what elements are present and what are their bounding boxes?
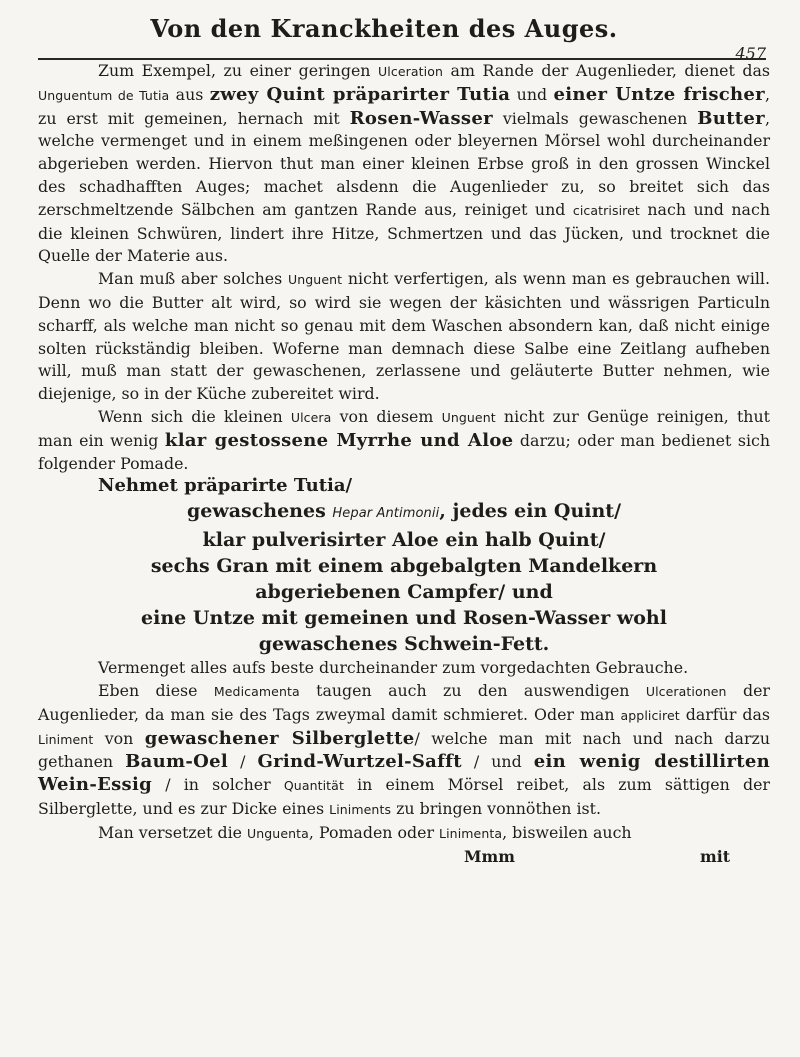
text-run: Eben diese bbox=[98, 680, 214, 700]
text-run: darzu; oder man bedienet sich folgender Pomade. bbox=[38, 430, 771, 473]
latin-term: Quantität bbox=[283, 778, 344, 794]
text-run: und bbox=[510, 84, 554, 104]
latin-term: Ulcera bbox=[290, 409, 332, 425]
text-run: Zum Exempel, zu einer geringen bbox=[98, 61, 379, 80]
paragraph bbox=[38, 60, 770, 268]
text-run: , zu erst mit gemeinen, hernach mit bbox=[38, 84, 770, 128]
text-run: zu bringen vonnöthen ist. bbox=[391, 798, 602, 818]
text-run: von diesem bbox=[331, 406, 442, 426]
body-text bbox=[38, 60, 770, 868]
emphasized-text: Rosen-Wasser bbox=[349, 107, 493, 129]
text-run: sechs Gran mit einem abgebalgten Mandelkern bbox=[150, 555, 658, 578]
text-run: aus bbox=[169, 84, 210, 104]
signature-mark: Mmm bbox=[464, 846, 515, 866]
text-run: nicht verfertigen, als wenn man es gebrauchen will. Denn wo die Butter alt wird, so wird sie wegen der käsichten und wässrigen Particuln scharff, als welche man nicht so genau mit dem Waschen absondern kan, daß nicht einige solten rückständig bleiben. Woferne man demnach diese Salbe eine Zeitlang aufheben will, muß man statt der gewaschenen, zerlassene und geläuterte Butter nehmen, wie diejenige, so in der Küche zubereitet wird. bbox=[38, 269, 770, 404]
text-run: nach und nach die kleinen Schwüren, lindert ihre Hitze, Schmertzen und das Jücken, und trocknet die Quelle der Materie aus. bbox=[38, 199, 770, 266]
text-run: vielmals gewaschenen bbox=[492, 108, 698, 128]
paragraph bbox=[38, 657, 770, 680]
recipe-line bbox=[38, 579, 770, 605]
text-run: in einem Mörsel reibet, als zum sättigen der Silberglette, und es zur Dicke eines bbox=[38, 775, 770, 818]
text-run: , jedes ein Quint/ bbox=[439, 500, 622, 523]
text-run: taugen auch zu den auswendigen bbox=[299, 680, 646, 700]
catchword: mit bbox=[699, 846, 730, 866]
text-run: / und bbox=[461, 752, 534, 772]
recipe-line bbox=[38, 605, 770, 631]
paragraph bbox=[38, 268, 770, 406]
latin-term: Unguent bbox=[287, 272, 343, 288]
text-run: / welche man mit nach und nach darzu gethanen bbox=[38, 728, 770, 772]
text-run: / in solcher bbox=[152, 775, 284, 795]
text-run: Vermenget alles aufs beste durcheinander zum vorgedachten Gebrauche. bbox=[98, 658, 689, 678]
text-run: darfür das bbox=[679, 704, 770, 724]
text-run: am Rande der Augenlieder, dienet das bbox=[442, 61, 770, 80]
recipe-line bbox=[38, 498, 770, 527]
recipe-intro: Nehmet präparirte Tutia/ bbox=[98, 475, 353, 497]
latin-term: Unguentum de Tutia bbox=[38, 87, 170, 103]
recipe-line bbox=[38, 631, 770, 657]
paragraph bbox=[38, 406, 770, 475]
text-run: , welche vermenget und in einem meßingenen oder bleyernen Mörsel wohl durcheinander abgerieben werden. Hiervon thut man einer kleinen Erbse groß in den grossen Winckel des schadhafften Auges; machet alsdenn die Augenlieder zu, so breitet sich das zerschmeltzende Sälbchen am gantzen Rande aus, reiniget und bbox=[38, 108, 770, 219]
page-header bbox=[38, 14, 770, 63]
latin-term: Ulcerationen bbox=[645, 683, 727, 699]
text-run: Wenn sich die kleinen bbox=[98, 406, 291, 426]
running-head: Von den Kranckheiten des Auges. bbox=[150, 14, 618, 43]
latin-term: Medicamenta bbox=[213, 683, 300, 699]
text-run: der Augenlieder, da man sie des Tags zweymal damit schmieret. Oder man bbox=[38, 680, 770, 724]
text-run: , bisweilen auch bbox=[502, 822, 632, 842]
text-run: eine Untze mit gemeinen und Rosen-Wasser wohl bbox=[141, 607, 667, 630]
text-run: / bbox=[228, 752, 258, 772]
paragraph bbox=[38, 822, 770, 846]
emphasized-text: ein wenig destillirten Wein-Essig bbox=[38, 751, 770, 796]
recipe-line bbox=[38, 527, 770, 553]
text-run: Man versetzet die bbox=[98, 822, 247, 842]
paragraph bbox=[38, 680, 770, 822]
emphasized-text: klar gestossene Myrrhe und Aloe bbox=[164, 429, 514, 451]
catchword-line bbox=[38, 846, 770, 869]
emphasized-text: Butter bbox=[697, 107, 765, 129]
latin-term: Liniment bbox=[38, 731, 94, 747]
latin-term: Unguent bbox=[441, 409, 496, 425]
page-number: 457 bbox=[735, 44, 766, 63]
latin-term: Unguenta bbox=[247, 825, 309, 841]
emphasized-text: Grind-Wurtzel-Safft bbox=[257, 751, 462, 773]
latin-term: Hepar Antimonii bbox=[332, 506, 440, 522]
latin-term: cicatrisiret bbox=[572, 202, 640, 218]
text-run: , Pomaden oder bbox=[308, 822, 440, 842]
text-run: nicht zur Genüge reinigen, thut man ein wenig bbox=[38, 406, 770, 450]
latin-term: appliciret bbox=[620, 707, 680, 723]
text-run: gewaschenes bbox=[186, 500, 333, 523]
text-run: gewaschenes Schwein-Fett. bbox=[258, 633, 550, 656]
text-run: von bbox=[93, 728, 145, 748]
latin-term: Ulceration bbox=[378, 64, 443, 79]
text-run: abgeriebenen Campfer/ und bbox=[255, 581, 553, 604]
emphasized-text: Baum-Oel bbox=[125, 751, 229, 773]
emphasized-text: zwey Quint präparirter Tutia bbox=[209, 83, 511, 105]
latin-term: Liniments bbox=[329, 801, 392, 817]
text-run: klar pulverisirter Aloe ein halb Quint/ bbox=[202, 529, 606, 552]
emphasized-text: gewaschener Silberglette bbox=[144, 727, 415, 749]
text-run: Man muß aber solches bbox=[98, 269, 288, 289]
latin-term: Linimenta bbox=[439, 825, 503, 841]
recipe-line bbox=[38, 553, 770, 579]
emphasized-text: einer Untze frischer bbox=[553, 83, 765, 105]
recipe-block bbox=[38, 475, 770, 657]
